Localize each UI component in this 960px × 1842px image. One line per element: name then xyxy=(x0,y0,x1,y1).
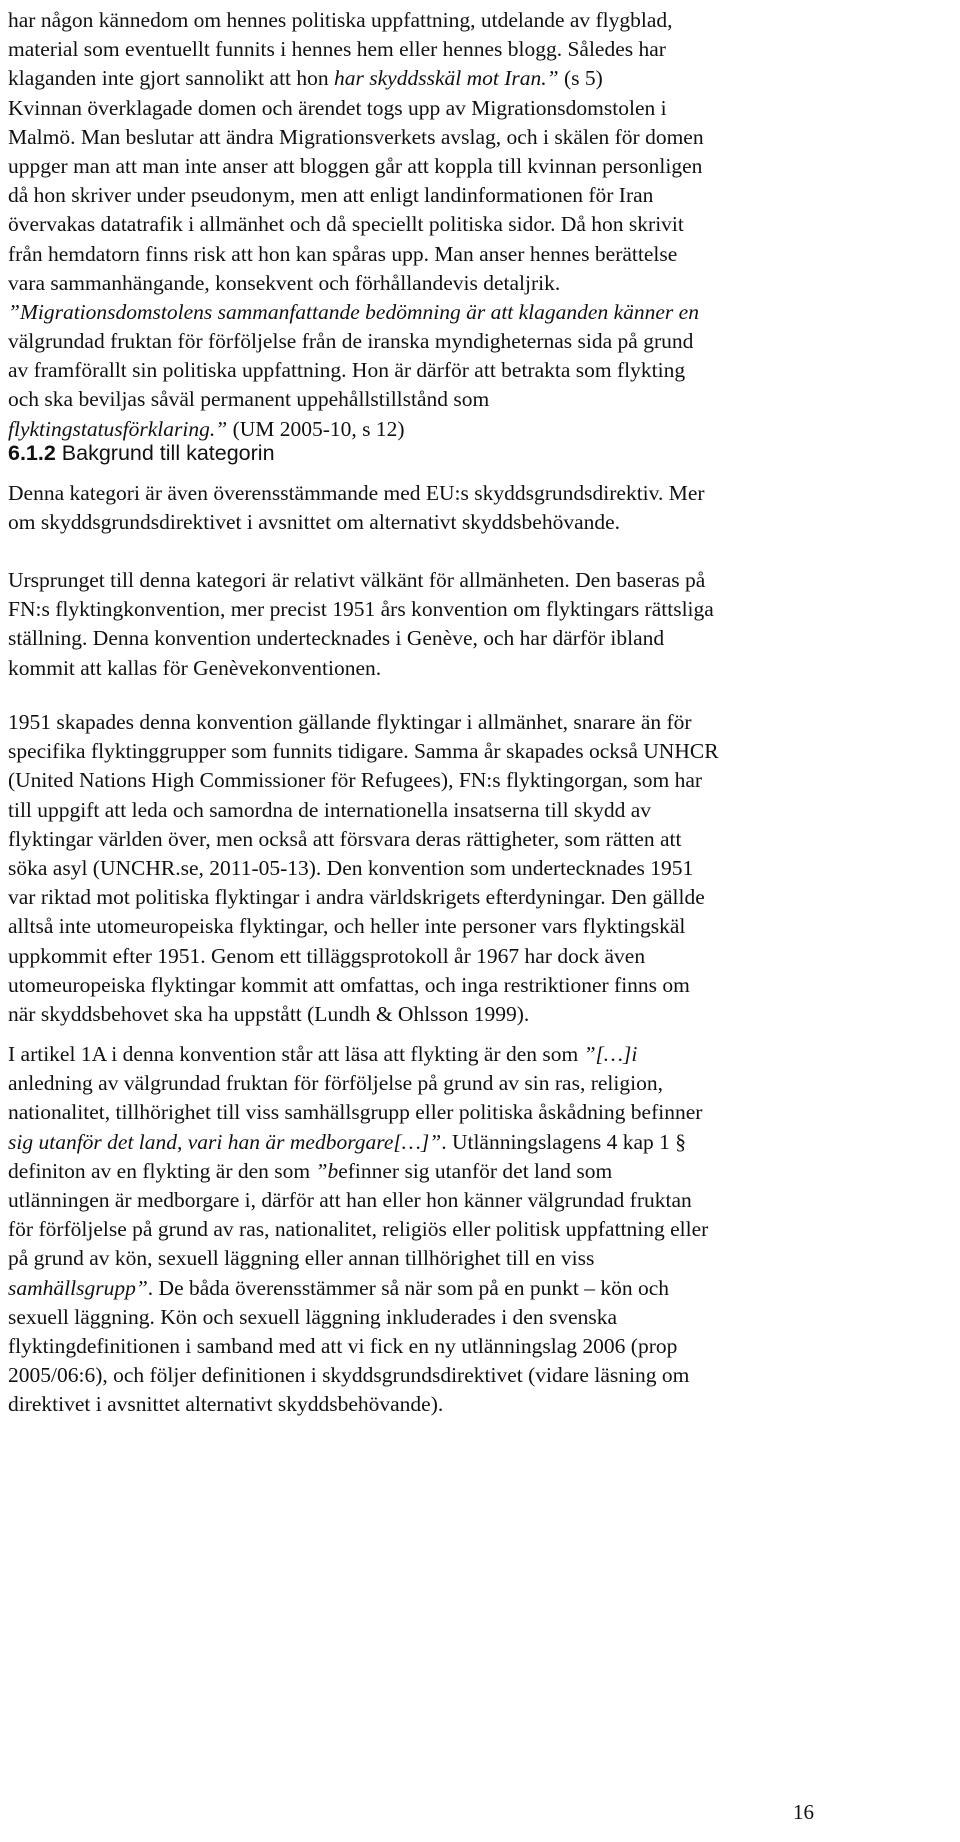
line-text: alltså inte utomeuropeiska flyktingar, och heller inte personer vars flyktingskäl xyxy=(8,914,686,939)
text-line xyxy=(8,1215,948,1244)
line-text: vara sammanhängande, konsekvent och förhållandevis detaljrik. xyxy=(8,270,561,295)
text-line xyxy=(8,654,948,683)
line-text: uppkommit efter 1951. Genom ett tilläggsprotokoll år 1967 har dock även xyxy=(8,943,646,968)
text-line xyxy=(8,240,948,269)
line-text: när skyddsbehovet ska ha uppstått (Lundh & Ohlsson 1999). xyxy=(8,1001,530,1026)
text-line xyxy=(8,1332,948,1361)
line-text: direktivet i avsnittet alternativt skyddsbehövande). xyxy=(8,1392,444,1417)
line-text: FN:s flyktingkonvention, mer precist 1951 års konvention om flyktingars rättsliga xyxy=(8,597,714,622)
line-text: uppger man att man inte anser att bloggen går att koppla till kvinnan personligen xyxy=(8,153,703,178)
line-text: 2005/06:6), och följer definitionen i skyddsgrundsdirektivet (vidare läsning om xyxy=(8,1363,690,1388)
line-text: övervakas datatrafik i allmänhet och då speciellt politiska sidor. Då hon skrivit xyxy=(8,212,684,237)
text-line xyxy=(8,854,948,883)
text-line xyxy=(8,152,948,181)
text-line xyxy=(8,1186,948,1215)
text-line xyxy=(8,624,948,653)
text-line xyxy=(8,766,948,795)
text-line xyxy=(8,942,948,971)
text-line xyxy=(8,883,948,912)
italic-text: ”Migrationsdomstolens sammanfattande bedömning är att klaganden känner en xyxy=(8,299,699,324)
text-line xyxy=(8,737,948,766)
line-text: sexuell läggning. Kön och sexuell läggning inkluderades i den svenska xyxy=(8,1304,618,1329)
line-text: välgrundad fruktan för förföljelse från de iranska myndigheternas sida på grund xyxy=(8,329,694,354)
text-line xyxy=(8,6,948,35)
line-text: och ska beviljas såväl permanent uppehållstillstånd som xyxy=(8,387,490,412)
text-line xyxy=(8,508,948,537)
text-line xyxy=(8,1361,948,1390)
line-text: söka asyl (UNCHR.se, 2011-05-13). Den konvention som undertecknades 1951 xyxy=(8,855,694,880)
text-line xyxy=(8,35,948,64)
text-line xyxy=(8,327,948,356)
text-line xyxy=(8,123,948,152)
line-text: . De båda överensstämmer så när som på en punkt – kön och xyxy=(147,1275,670,1300)
line-text: till uppgift att leda och samordna de internationella insatserna till skydd av xyxy=(8,797,652,822)
italic-text: ”b xyxy=(315,1158,339,1183)
line-text: då hon skriver under pseudonym, men att enligt landinformationen för Iran xyxy=(8,183,654,208)
text-line xyxy=(8,1098,948,1127)
text-line xyxy=(8,64,948,93)
line-text: nationalitet, tillhörighet till viss samhällsgrupp eller politiska åskådning befinner xyxy=(8,1100,703,1125)
line-text: av framförallt sin politiska uppfattning. Hon är därför att betrakta som flykting xyxy=(8,358,686,383)
line-text: efinner sig utanför det land som xyxy=(338,1158,613,1183)
line-text: anledning av välgrundad fruktan för förföljelse på grund av sin ras, religion, xyxy=(8,1071,663,1096)
italic-text: ”[…]i xyxy=(583,1042,638,1066)
section-heading xyxy=(8,439,275,468)
line-text: ställning. Denna konvention undertecknades i Genève, och har därför ibland xyxy=(8,626,665,651)
line-text: definiton av en flykting är den som xyxy=(8,1158,316,1183)
page-number: 16 xyxy=(793,1800,814,1824)
text-line xyxy=(8,566,948,595)
line-text: I artikel 1A i denna konvention står att läsa att flykting är den som xyxy=(8,1042,584,1066)
line-text: Malmö. Man beslutar att ändra Migrationsverkets avslag, och i skälen för domen xyxy=(8,124,704,149)
line-text: material som eventuellt funnits i hennes hem eller hennes blogg. Således har xyxy=(8,37,666,62)
text-line xyxy=(8,1157,948,1186)
line-text: Kvinnan överklagade domen och ärendet togs upp av Migrationsdomstolen i xyxy=(8,95,667,120)
line-text: flyktingar världen över, men också att försvara deras rättigheter, som rätten att xyxy=(8,826,682,851)
line-text: från hemdatorn finns risk att hon kan spåras upp. Man anser hennes berättelse xyxy=(8,241,678,266)
text-line xyxy=(8,708,948,737)
line-text: utlänningen är medborgare i, därför att han eller hon känner välgrundad fruktan xyxy=(8,1187,692,1212)
text-line xyxy=(8,825,948,854)
paragraph-unhcr-history xyxy=(8,708,948,1029)
italic-text: har skyddsskäl mot Iran.” xyxy=(334,66,559,91)
text-line xyxy=(8,210,948,239)
line-text: om skyddsgrundsdirektivet i avsnittet om alternativt skyddsbehövande. xyxy=(8,510,621,535)
line-text: var riktad mot politiska flyktingar i andra världskrigets efterdyningar. Den gällde xyxy=(8,885,705,910)
line-text: klaganden inte gjort sannolikt att hon xyxy=(8,66,335,91)
line-text: kommit att kallas för Genèvekonventionen. xyxy=(8,655,382,680)
text-line xyxy=(8,269,948,298)
paragraph-court-ruling xyxy=(8,6,948,444)
section-title: Bakgrund till kategorin xyxy=(55,441,275,465)
text-line xyxy=(8,971,948,1000)
text-line xyxy=(8,479,948,508)
line-text: (UM 2005-10, s 12) xyxy=(227,416,405,441)
text-line xyxy=(8,356,948,385)
text-line xyxy=(8,181,948,210)
paragraph-refugee-convention-origin xyxy=(8,566,948,683)
text-line xyxy=(8,1128,948,1157)
section-number: 6.1.2 xyxy=(8,441,56,465)
text-line xyxy=(8,1274,948,1303)
italic-text: sig utanför det land, vari han är medborgare[…]” xyxy=(8,1129,442,1154)
line-text: har någon kännedom om hennes politiska uppfattning, utdelande av flygblad, xyxy=(8,8,673,32)
italic-text: flyktingstatusförklaring.” xyxy=(8,416,228,441)
italic-text: samhällsgrupp” xyxy=(8,1275,148,1300)
text-line xyxy=(8,1069,948,1098)
text-line xyxy=(8,1244,948,1273)
text-line xyxy=(8,385,948,414)
line-text: Ursprunget till denna kategori är relativt välkänt för allmänheten. Den baseras på xyxy=(8,568,706,592)
text-line xyxy=(8,1000,948,1029)
text-line xyxy=(8,1040,948,1069)
line-text: . Utlänningslagens 4 kap 1 § xyxy=(441,1129,687,1154)
text-line xyxy=(8,796,948,825)
line-text: utomeuropeiska flyktingar kommit att omfattas, och inga restriktioner finns om xyxy=(8,972,690,997)
text-line xyxy=(8,1390,948,1419)
line-text: 1951 skapades denna konvention gällande flyktingar i allmänhet, snarare än för xyxy=(8,710,692,734)
text-line xyxy=(8,298,948,327)
line-text: för förföljelse på grund av ras, nationalitet, religiös eller politisk uppfattning eller xyxy=(8,1217,709,1242)
line-text: flyktingdefinitionen i samband med att vi fick en ny utlänningslag 2006 (prop xyxy=(8,1333,678,1358)
paragraph-category-intro xyxy=(8,479,948,537)
text-line xyxy=(8,1303,948,1332)
line-text: Denna kategori är även överensstämmande med EU:s skyddsgrundsdirektiv. Mer xyxy=(8,481,705,505)
line-text: (s 5) xyxy=(558,66,603,91)
paragraph-refugee-definition xyxy=(8,1040,948,1419)
line-text: (United Nations High Commissioner för Refugees), FN:s flyktingorgan, som har xyxy=(8,768,703,793)
line-text: specifika flyktinggrupper som funnits tidigare. Samma år skapades också UNHCR xyxy=(8,739,719,764)
line-text: på grund av kön, sexuell läggning eller annan tillhörighet till en viss xyxy=(8,1246,595,1271)
text-line xyxy=(8,595,948,624)
text-line xyxy=(8,94,948,123)
text-line xyxy=(8,912,948,941)
